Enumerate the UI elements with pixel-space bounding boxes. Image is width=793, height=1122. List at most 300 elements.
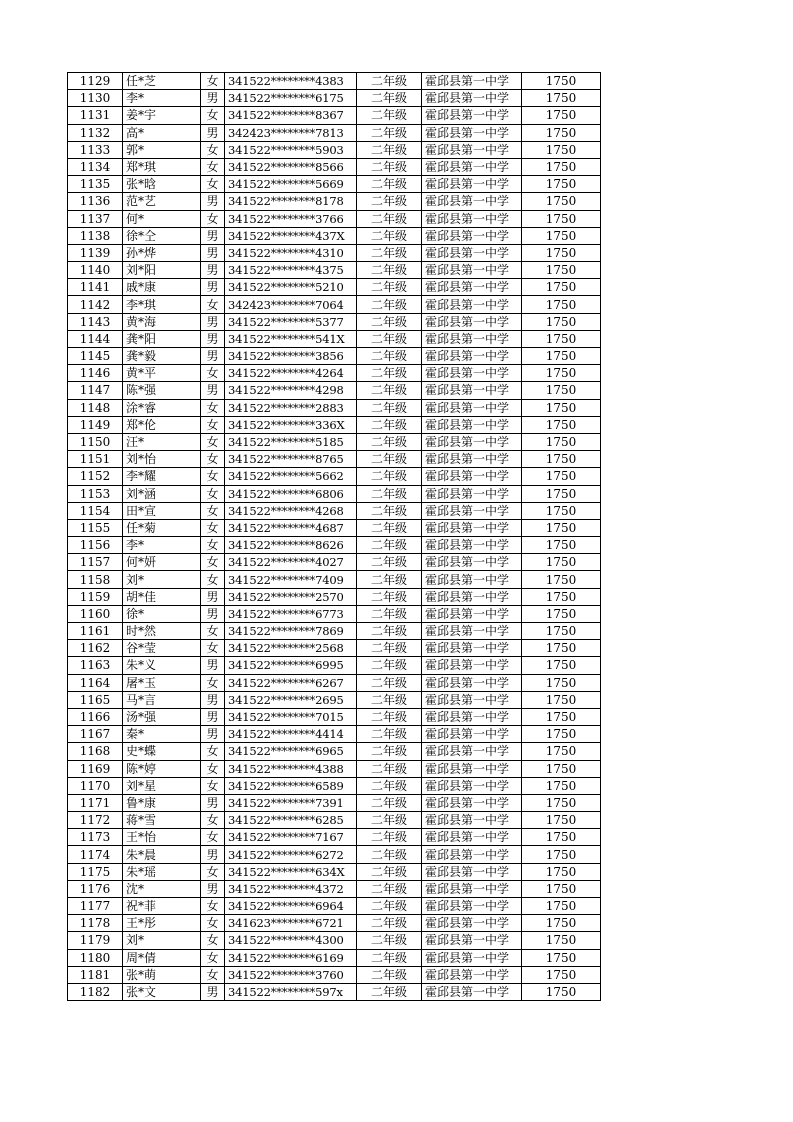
school-cell: 霍邱县第一中学 [422, 829, 522, 846]
school-cell: 霍邱县第一中学 [422, 708, 522, 725]
serial-number-cell: 1167 [68, 726, 123, 743]
serial-number-cell: 1180 [68, 949, 123, 966]
table-row [68, 623, 601, 640]
serial-number-cell: 1145 [68, 348, 123, 365]
id-number-cell: 341522********3766 [225, 210, 357, 227]
student-name-cell: 李*耀 [123, 468, 201, 485]
gender-cell: 男 [201, 279, 225, 296]
id-number-cell: 341522********4027 [225, 554, 357, 571]
grade-cell: 二年级 [357, 640, 422, 657]
gender-cell: 女 [201, 399, 225, 416]
gender-cell: 男 [201, 846, 225, 863]
table-row [68, 726, 601, 743]
serial-number-cell: 1135 [68, 176, 123, 193]
id-number-cell: 341522********5669 [225, 176, 357, 193]
student-name-cell: 郑*伦 [123, 416, 201, 433]
grade-cell: 二年级 [357, 262, 422, 279]
serial-number-cell: 1161 [68, 623, 123, 640]
grade-cell: 二年级 [357, 348, 422, 365]
gender-cell: 男 [201, 124, 225, 141]
gender-cell: 女 [201, 743, 225, 760]
amount-cell: 1750 [522, 107, 601, 124]
serial-number-cell: 1177 [68, 898, 123, 915]
table-row [68, 537, 601, 554]
grade-cell: 二年级 [357, 966, 422, 983]
table-row [68, 846, 601, 863]
table-row [68, 812, 601, 829]
table-row [68, 898, 601, 915]
amount-cell: 1750 [522, 794, 601, 811]
amount-cell: 1750 [522, 176, 601, 193]
grade-cell: 二年级 [357, 932, 422, 949]
school-cell: 霍邱县第一中学 [422, 863, 522, 880]
serial-number-cell: 1139 [68, 244, 123, 261]
school-cell: 霍邱县第一中学 [422, 554, 522, 571]
student-name-cell: 任*芝 [123, 73, 201, 90]
school-cell: 霍邱县第一中学 [422, 433, 522, 450]
student-name-cell: 刘*怡 [123, 451, 201, 468]
id-number-cell: 341522********4268 [225, 502, 357, 519]
table-row [68, 983, 601, 1000]
table-row [68, 279, 601, 296]
grade-cell: 二年级 [357, 915, 422, 932]
grade-cell: 二年级 [357, 898, 422, 915]
amount-cell: 1750 [522, 915, 601, 932]
grade-cell: 二年级 [357, 726, 422, 743]
grade-cell: 二年级 [357, 623, 422, 640]
amount-cell: 1750 [522, 313, 601, 330]
amount-cell: 1750 [522, 880, 601, 897]
student-name-cell: 黄*平 [123, 365, 201, 382]
student-name-cell: 张*萌 [123, 966, 201, 983]
school-cell: 霍邱县第一中学 [422, 983, 522, 1000]
id-number-cell: 341522********4298 [225, 382, 357, 399]
table-row [68, 829, 601, 846]
gender-cell: 女 [201, 433, 225, 450]
school-cell: 霍邱县第一中学 [422, 932, 522, 949]
serial-number-cell: 1170 [68, 777, 123, 794]
school-cell: 霍邱县第一中学 [422, 73, 522, 90]
grade-cell: 二年级 [357, 244, 422, 261]
id-number-cell: 341522********6267 [225, 674, 357, 691]
student-name-cell: 张*文 [123, 983, 201, 1000]
grade-cell: 二年级 [357, 313, 422, 330]
gender-cell: 男 [201, 726, 225, 743]
table-row [68, 794, 601, 811]
gender-cell: 女 [201, 777, 225, 794]
school-cell: 霍邱县第一中学 [422, 399, 522, 416]
student-name-cell: 郭* [123, 141, 201, 158]
serial-number-cell: 1129 [68, 73, 123, 90]
grade-cell: 二年级 [357, 554, 422, 571]
serial-number-cell: 1178 [68, 915, 123, 932]
id-number-cell: 341522********8367 [225, 107, 357, 124]
table-row [68, 743, 601, 760]
gender-cell: 女 [201, 863, 225, 880]
gender-cell: 女 [201, 623, 225, 640]
amount-cell: 1750 [522, 846, 601, 863]
school-cell: 霍邱县第一中学 [422, 915, 522, 932]
grade-cell: 二年级 [357, 519, 422, 536]
id-number-cell: 341522********7869 [225, 623, 357, 640]
id-number-cell: 341522********4383 [225, 73, 357, 90]
table-row [68, 640, 601, 657]
grade-cell: 二年级 [357, 605, 422, 622]
serial-number-cell: 1175 [68, 863, 123, 880]
student-name-cell: 任*菊 [123, 519, 201, 536]
grade-cell: 二年级 [357, 863, 422, 880]
id-number-cell: 341522********8566 [225, 158, 357, 175]
student-name-cell: 高* [123, 124, 201, 141]
table-row [68, 330, 601, 347]
id-number-cell: 341522********7409 [225, 571, 357, 588]
student-name-cell: 朱*义 [123, 657, 201, 674]
table-row [68, 588, 601, 605]
table-row [68, 399, 601, 416]
serial-number-cell: 1143 [68, 313, 123, 330]
school-cell: 霍邱县第一中学 [422, 279, 522, 296]
amount-cell: 1750 [522, 588, 601, 605]
amount-cell: 1750 [522, 210, 601, 227]
table-row [68, 141, 601, 158]
grade-cell: 二年级 [357, 124, 422, 141]
serial-number-cell: 1152 [68, 468, 123, 485]
serial-number-cell: 1162 [68, 640, 123, 657]
id-number-cell: 341522********2883 [225, 399, 357, 416]
school-cell: 霍邱县第一中学 [422, 743, 522, 760]
serial-number-cell: 1165 [68, 691, 123, 708]
school-cell: 霍邱县第一中学 [422, 244, 522, 261]
table-row [68, 554, 601, 571]
table-row [68, 691, 601, 708]
id-number-cell: 341522********4372 [225, 880, 357, 897]
student-name-cell: 张*晗 [123, 176, 201, 193]
table-row [68, 262, 601, 279]
grade-cell: 二年级 [357, 382, 422, 399]
school-cell: 霍邱县第一中学 [422, 313, 522, 330]
amount-cell: 1750 [522, 983, 601, 1000]
serial-number-cell: 1147 [68, 382, 123, 399]
id-number-cell: 341522********541X [225, 330, 357, 347]
gender-cell: 女 [201, 915, 225, 932]
grade-cell: 二年级 [357, 588, 422, 605]
gender-cell: 女 [201, 176, 225, 193]
grade-cell: 二年级 [357, 743, 422, 760]
student-name-cell: 李* [123, 90, 201, 107]
school-cell: 霍邱县第一中学 [422, 949, 522, 966]
gender-cell: 男 [201, 244, 225, 261]
serial-number-cell: 1144 [68, 330, 123, 347]
id-number-cell: 341522********4375 [225, 262, 357, 279]
grade-cell: 二年级 [357, 330, 422, 347]
student-name-cell: 谷*莹 [123, 640, 201, 657]
id-number-cell: 341522********3760 [225, 966, 357, 983]
student-name-cell: 涂*睿 [123, 399, 201, 416]
serial-number-cell: 1132 [68, 124, 123, 141]
serial-number-cell: 1157 [68, 554, 123, 571]
table-row [68, 313, 601, 330]
gender-cell: 男 [201, 330, 225, 347]
serial-number-cell: 1140 [68, 262, 123, 279]
gender-cell: 女 [201, 519, 225, 536]
amount-cell: 1750 [522, 433, 601, 450]
gender-cell: 男 [201, 313, 225, 330]
gender-cell: 男 [201, 880, 225, 897]
gender-cell: 女 [201, 141, 225, 158]
serial-number-cell: 1182 [68, 983, 123, 1000]
student-name-cell: 何*妍 [123, 554, 201, 571]
gender-cell: 女 [201, 640, 225, 657]
school-cell: 霍邱县第一中学 [422, 348, 522, 365]
amount-cell: 1750 [522, 898, 601, 915]
table-row [68, 708, 601, 725]
gender-cell: 女 [201, 73, 225, 90]
student-name-cell: 徐*仝 [123, 227, 201, 244]
serial-number-cell: 1151 [68, 451, 123, 468]
id-number-cell: 341522********6272 [225, 846, 357, 863]
grade-cell: 二年级 [357, 794, 422, 811]
gender-cell: 女 [201, 365, 225, 382]
amount-cell: 1750 [522, 279, 601, 296]
table-row [68, 863, 601, 880]
grade-cell: 二年级 [357, 210, 422, 227]
student-subsidy-table [67, 72, 601, 1001]
id-number-cell: 341522********6773 [225, 605, 357, 622]
school-cell: 霍邱县第一中学 [422, 468, 522, 485]
student-name-cell: 汤*强 [123, 708, 201, 725]
gender-cell: 男 [201, 382, 225, 399]
amount-cell: 1750 [522, 657, 601, 674]
gender-cell: 女 [201, 760, 225, 777]
serial-number-cell: 1171 [68, 794, 123, 811]
id-number-cell: 341522********5903 [225, 141, 357, 158]
gender-cell: 女 [201, 674, 225, 691]
gender-cell: 男 [201, 691, 225, 708]
student-name-cell: 马*言 [123, 691, 201, 708]
school-cell: 霍邱县第一中学 [422, 193, 522, 210]
gender-cell: 女 [201, 537, 225, 554]
id-number-cell: 341522********4300 [225, 932, 357, 949]
school-cell: 霍邱县第一中学 [422, 519, 522, 536]
table-row [68, 124, 601, 141]
school-cell: 霍邱县第一中学 [422, 210, 522, 227]
id-number-cell: 341522********5185 [225, 433, 357, 450]
student-name-cell: 刘*阳 [123, 262, 201, 279]
table-row [68, 880, 601, 897]
grade-cell: 二年级 [357, 141, 422, 158]
table-row [68, 915, 601, 932]
school-cell: 霍邱县第一中学 [422, 107, 522, 124]
student-name-cell: 龚*毅 [123, 348, 201, 365]
school-cell: 霍邱县第一中学 [422, 502, 522, 519]
student-name-cell: 蒋*雪 [123, 812, 201, 829]
grade-cell: 二年级 [357, 399, 422, 416]
id-number-cell: 341522********437X [225, 227, 357, 244]
table-row [68, 777, 601, 794]
student-name-cell: 沈* [123, 880, 201, 897]
table-row [68, 485, 601, 502]
school-cell: 霍邱县第一中学 [422, 623, 522, 640]
student-name-cell: 王*怡 [123, 829, 201, 846]
student-name-cell: 周*倩 [123, 949, 201, 966]
id-number-cell: 342423********7064 [225, 296, 357, 313]
table-row [68, 296, 601, 313]
amount-cell: 1750 [522, 829, 601, 846]
id-number-cell: 341522********6964 [225, 898, 357, 915]
gender-cell: 女 [201, 898, 225, 915]
amount-cell: 1750 [522, 262, 601, 279]
id-number-cell: 341522********7167 [225, 829, 357, 846]
serial-number-cell: 1137 [68, 210, 123, 227]
table-row [68, 158, 601, 175]
student-name-cell: 龚*阳 [123, 330, 201, 347]
serial-number-cell: 1153 [68, 485, 123, 502]
gender-cell: 男 [201, 193, 225, 210]
table-row [68, 193, 601, 210]
grade-cell: 二年级 [357, 365, 422, 382]
student-name-cell: 孙*烨 [123, 244, 201, 261]
grade-cell: 二年级 [357, 880, 422, 897]
gender-cell: 女 [201, 812, 225, 829]
id-number-cell: 341522********3856 [225, 348, 357, 365]
amount-cell: 1750 [522, 244, 601, 261]
serial-number-cell: 1141 [68, 279, 123, 296]
serial-number-cell: 1172 [68, 812, 123, 829]
grade-cell: 二年级 [357, 777, 422, 794]
school-cell: 霍邱县第一中学 [422, 571, 522, 588]
table-row [68, 416, 601, 433]
school-cell: 霍邱县第一中学 [422, 176, 522, 193]
grade-cell: 二年级 [357, 708, 422, 725]
school-cell: 霍邱县第一中学 [422, 124, 522, 141]
student-name-cell: 刘* [123, 571, 201, 588]
school-cell: 霍邱县第一中学 [422, 846, 522, 863]
amount-cell: 1750 [522, 227, 601, 244]
table-row [68, 433, 601, 450]
amount-cell: 1750 [522, 451, 601, 468]
student-name-cell: 刘*星 [123, 777, 201, 794]
student-name-cell: 鲁*康 [123, 794, 201, 811]
student-name-cell: 秦* [123, 726, 201, 743]
table-row [68, 468, 601, 485]
school-cell: 霍邱县第一中学 [422, 141, 522, 158]
id-number-cell: 341623********6721 [225, 915, 357, 932]
serial-number-cell: 1149 [68, 416, 123, 433]
table-row [68, 760, 601, 777]
amount-cell: 1750 [522, 708, 601, 725]
student-name-cell: 时*然 [123, 623, 201, 640]
gender-cell: 男 [201, 794, 225, 811]
serial-number-cell: 1168 [68, 743, 123, 760]
student-name-cell: 陈*婷 [123, 760, 201, 777]
grade-cell: 二年级 [357, 416, 422, 433]
gender-cell: 女 [201, 107, 225, 124]
table-row [68, 210, 601, 227]
school-cell: 霍邱县第一中学 [422, 330, 522, 347]
serial-number-cell: 1174 [68, 846, 123, 863]
school-cell: 霍邱县第一中学 [422, 227, 522, 244]
amount-cell: 1750 [522, 863, 601, 880]
table-row [68, 519, 601, 536]
amount-cell: 1750 [522, 296, 601, 313]
amount-cell: 1750 [522, 485, 601, 502]
school-cell: 霍邱县第一中学 [422, 657, 522, 674]
school-cell: 霍邱县第一中学 [422, 726, 522, 743]
school-cell: 霍邱县第一中学 [422, 898, 522, 915]
school-cell: 霍邱县第一中学 [422, 537, 522, 554]
amount-cell: 1750 [522, 348, 601, 365]
grade-cell: 二年级 [357, 846, 422, 863]
id-number-cell: 341522********2695 [225, 691, 357, 708]
grade-cell: 二年级 [357, 433, 422, 450]
gender-cell: 男 [201, 588, 225, 605]
id-number-cell: 341522********7015 [225, 708, 357, 725]
gender-cell: 男 [201, 657, 225, 674]
table-row [68, 90, 601, 107]
student-name-cell: 王*彤 [123, 915, 201, 932]
gender-cell: 女 [201, 296, 225, 313]
id-number-cell: 341522********6175 [225, 90, 357, 107]
table-row [68, 382, 601, 399]
serial-number-cell: 1142 [68, 296, 123, 313]
serial-number-cell: 1163 [68, 657, 123, 674]
grade-cell: 二年级 [357, 812, 422, 829]
id-number-cell: 341522********4310 [225, 244, 357, 261]
serial-number-cell: 1160 [68, 605, 123, 622]
grade-cell: 二年级 [357, 158, 422, 175]
id-number-cell: 341522********7391 [225, 794, 357, 811]
gender-cell: 男 [201, 227, 225, 244]
serial-number-cell: 1133 [68, 141, 123, 158]
gender-cell: 男 [201, 348, 225, 365]
table-row [68, 571, 601, 588]
student-name-cell: 朱*晨 [123, 846, 201, 863]
id-number-cell: 341522********8765 [225, 451, 357, 468]
serial-number-cell: 1176 [68, 880, 123, 897]
school-cell: 霍邱县第一中学 [422, 485, 522, 502]
school-cell: 霍邱县第一中学 [422, 158, 522, 175]
grade-cell: 二年级 [357, 468, 422, 485]
table-row [68, 657, 601, 674]
gender-cell: 男 [201, 708, 225, 725]
id-number-cell: 341522********6589 [225, 777, 357, 794]
amount-cell: 1750 [522, 90, 601, 107]
serial-number-cell: 1169 [68, 760, 123, 777]
id-number-cell: 341522********6285 [225, 812, 357, 829]
school-cell: 霍邱县第一中学 [422, 794, 522, 811]
table-row [68, 674, 601, 691]
serial-number-cell: 1158 [68, 571, 123, 588]
grade-cell: 二年级 [357, 537, 422, 554]
amount-cell: 1750 [522, 949, 601, 966]
grade-cell: 二年级 [357, 176, 422, 193]
amount-cell: 1750 [522, 932, 601, 949]
student-name-cell: 汪* [123, 433, 201, 450]
serial-number-cell: 1156 [68, 537, 123, 554]
table-row [68, 451, 601, 468]
amount-cell: 1750 [522, 743, 601, 760]
school-cell: 霍邱县第一中学 [422, 966, 522, 983]
id-number-cell: 341522********2570 [225, 588, 357, 605]
school-cell: 霍邱县第一中学 [422, 777, 522, 794]
student-name-cell: 戚*康 [123, 279, 201, 296]
grade-cell: 二年级 [357, 90, 422, 107]
student-name-cell: 屠*玉 [123, 674, 201, 691]
student-name-cell: 史*蝶 [123, 743, 201, 760]
student-name-cell: 郑*琪 [123, 158, 201, 175]
id-number-cell: 341522********4414 [225, 726, 357, 743]
school-cell: 霍邱县第一中学 [422, 382, 522, 399]
